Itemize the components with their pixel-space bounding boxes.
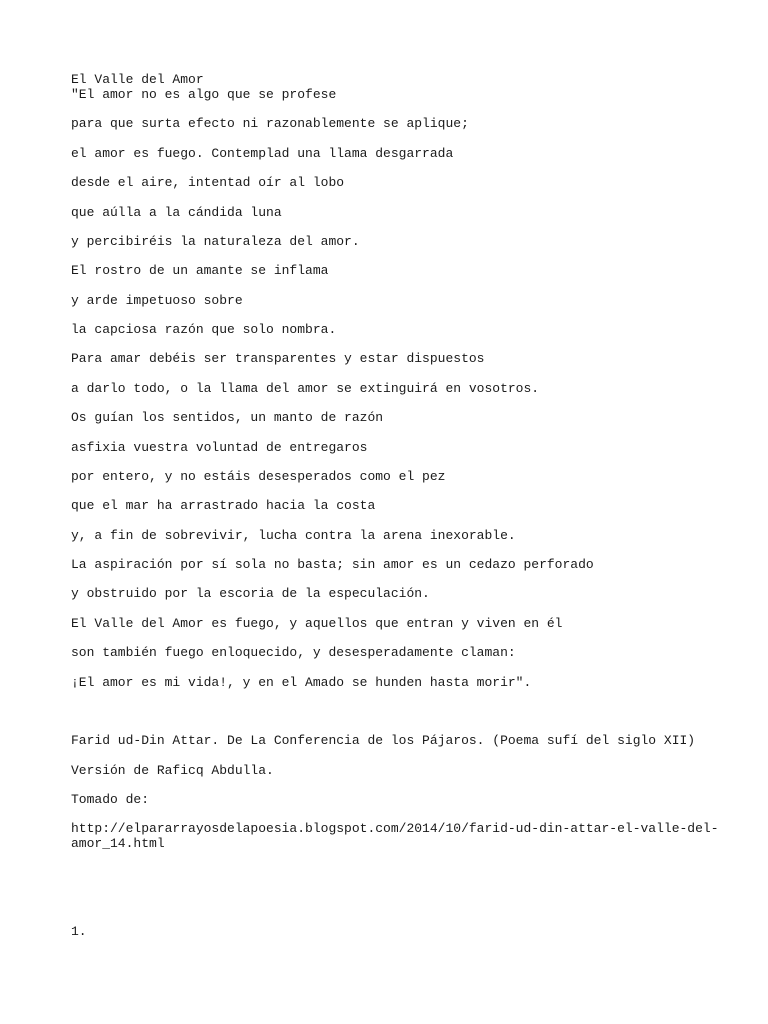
poem-line-16: y, a fin de sobrevivir, lucha contra la arena inexorable. [71, 528, 516, 543]
source-label: Tomado de: [71, 792, 150, 807]
poem-line-3: el amor es fuego. Contemplad una llama desgarrada [71, 146, 454, 161]
attribution: Farid ud-Din Attar. De La Conferencia de los Pájaros. (Poema sufí del siglo XII) [71, 733, 696, 748]
poem-line-2: para que surta efecto ni razonablemente se aplique; [71, 116, 469, 131]
poem-line-4: desde el aire, intentad oír al lobo [71, 175, 345, 190]
poem-line-15: que el mar ha arrastrado hacia la costa [71, 498, 376, 513]
version-credit: Versión de Raficq Abdulla. [71, 763, 274, 778]
poem-line-14: por entero, y no estáis desesperados como el pez [71, 469, 446, 484]
poem-line-10: Para amar debéis ser transparentes y estar dispuestos [71, 351, 485, 366]
poem-line-21: ¡El amor es mi vida!, y en el Amado se hunden hasta morir". [71, 675, 532, 690]
poem-line-19: El Valle del Amor es fuego, y aquellos que entran y viven en él [71, 616, 563, 631]
poem-line-17: La aspiración por sí sola no basta; sin amor es un cedazo perforado [71, 557, 594, 572]
document-title: El Valle del Amor [71, 72, 204, 87]
poem-line-11: a darlo todo, o la llama del amor se extinguirá en vosotros. [71, 381, 540, 396]
source-url-continuation: amor_14.html [71, 836, 165, 851]
poem-line-8: y arde impetuoso sobre [71, 293, 243, 308]
poem-line-6: y percibiréis la naturaleza del amor. [71, 234, 360, 249]
poem-line-7: El rostro de un amante se inflama [71, 263, 329, 278]
page-number: 1. [71, 924, 87, 939]
poem-line-13: asfixia vuestra voluntad de entregaros [71, 440, 368, 455]
poem-line-20: son también fuego enloquecido, y desesperadamente claman: [71, 645, 516, 660]
poem-line-1: "El amor no es algo que se profese [71, 87, 337, 102]
poem-line-12: Os guían los sentidos, un manto de razón [71, 410, 384, 425]
poem-line-9: la capciosa razón que solo nombra. [71, 322, 337, 337]
poem-line-18: y obstruido por la escoria de la especulación. [71, 586, 430, 601]
poem-line-5: que aúlla a la cándida luna [71, 205, 282, 220]
source-url: http://elpararrayosdelapoesia.blogspot.com/2014/10/farid-ud-din-attar-el-valle-del- [71, 821, 719, 836]
